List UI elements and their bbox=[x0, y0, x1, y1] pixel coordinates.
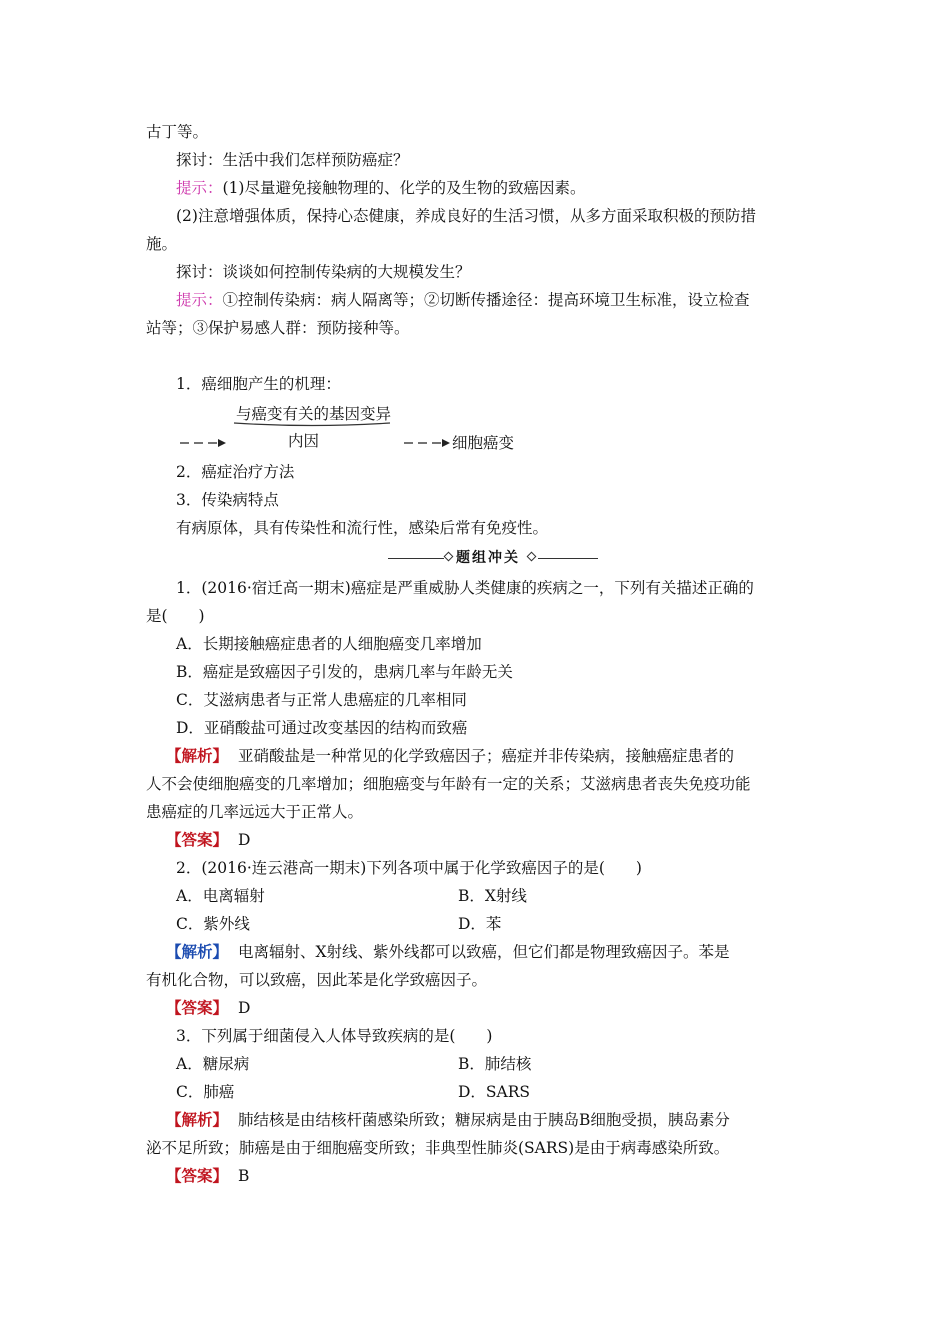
q2-answer-value: D bbox=[238, 999, 251, 1017]
q3-option-b: B．肺结核 bbox=[458, 1055, 532, 1073]
q3-analysis-line-a bbox=[166, 1110, 730, 1130]
summary-item-1: 1．癌细胞产生的机理： bbox=[176, 375, 341, 393]
section-banner bbox=[388, 548, 600, 568]
discussion-question-1: 探讨：生活中我们怎样预防癌症？ bbox=[176, 151, 409, 169]
banner-rule-left bbox=[388, 558, 444, 559]
arrow-left-head bbox=[218, 439, 226, 447]
q2-option-b: B．X射线 bbox=[458, 887, 527, 905]
q1-option-d: D．亚硝酸盐可通过改变基因的结构而致癌 bbox=[176, 719, 468, 737]
arrow-right-head bbox=[442, 439, 450, 447]
q2-analysis-text-a: 电离辐射、X射线、紫外线都可以致癌，但它们都是物理致癌因子。苯是 bbox=[238, 943, 730, 961]
hint-1-line-a bbox=[176, 178, 585, 198]
q1-analysis-line-c: 患癌症的几率远远大于正常人。 bbox=[146, 803, 364, 821]
hint-1-line-c: 施。 bbox=[146, 235, 178, 253]
q3-option-c: C．肺癌 bbox=[176, 1083, 235, 1101]
banner-diamond-left bbox=[444, 552, 454, 562]
q1-analysis-text-a: 亚硝酸盐是一种常见的化学致癌因子；癌症并非传染病，接触癌症患者的 bbox=[238, 747, 735, 765]
q3-answer-value: B bbox=[238, 1167, 250, 1185]
diagram-mid-label: 内因 bbox=[288, 432, 320, 450]
hint-2-line-b: 站等；③保护易感人群：预防接种等。 bbox=[146, 319, 410, 337]
section-title: 题组冲关 bbox=[456, 550, 520, 566]
q1-option-a: A．长期接触癌症患者的人细胞癌变几率增加 bbox=[176, 635, 482, 653]
q1-option-b: B．癌症是致癌因子引发的，患病几率与年龄无关 bbox=[176, 663, 513, 681]
q3-answer bbox=[166, 1166, 249, 1186]
summary-item-3-text: 有病原体，具有传染性和流行性，感染后常有免疫性。 bbox=[176, 519, 549, 537]
analysis-label: 【解析】 bbox=[166, 746, 229, 765]
q3-analysis-line-b: 泌不足所致；肺癌是由于细胞癌变所致；非典型性肺炎(SARS)是由于病毒感染所致。 bbox=[146, 1139, 730, 1157]
q2-stem: 2．(2016·连云港高一期末)下列各项中属于化学致癌因子的是( ) bbox=[176, 859, 642, 877]
q1-analysis-line-a bbox=[166, 746, 734, 766]
q1-stem-b: 是( ) bbox=[146, 607, 205, 625]
q2-answer bbox=[166, 998, 250, 1018]
answer-label: 【答案】 bbox=[166, 998, 229, 1017]
paragraph-continuation: 古丁等。 bbox=[146, 123, 209, 141]
hint-1-text-a: (1)尽量避免接触物理的、化学的及生物的致癌因素。 bbox=[222, 179, 586, 197]
q1-stem-a: 1．(2016·宿迁高一期末)癌症是严重威胁人类健康的疾病之一，下列有关描述正确的 bbox=[176, 579, 754, 597]
discussion-question-2: 探讨：谈谈如何控制传染病的大规模发生？ bbox=[176, 263, 471, 281]
q1-option-c: C．艾滋病患者与正常人患癌症的几率相同 bbox=[176, 691, 467, 709]
diagram-end-label: 细胞癌变 bbox=[452, 434, 515, 452]
diagram-top-label: 与癌变有关的基因变异 bbox=[236, 405, 392, 423]
analysis-label: 【解析】 bbox=[166, 1110, 229, 1129]
q2-option-c: C．紫外线 bbox=[176, 915, 250, 933]
q2-option-a: A．电离辐射 bbox=[176, 887, 265, 905]
banner-rule-right bbox=[538, 558, 598, 559]
q1-answer-value: D bbox=[238, 831, 251, 849]
answer-label: 【答案】 bbox=[166, 830, 229, 849]
q1-analysis-line-b: 人不会使细胞癌变的几率增加；细胞癌变与年龄有一定的关系；艾滋病患者丧失免疫功能 bbox=[146, 775, 751, 793]
q3-option-d: D．SARS bbox=[458, 1083, 531, 1101]
q2-analysis-line-a bbox=[166, 942, 730, 962]
q3-analysis-text-a: 肺结核是由结核杆菌感染所致；糖尿病是由于胰岛B细胞受损，胰岛素分 bbox=[238, 1111, 730, 1129]
hint-2-line-a bbox=[176, 290, 750, 310]
banner-diamond-right bbox=[527, 552, 537, 562]
summary-item-2: 2．癌症治疗方法 bbox=[176, 463, 295, 481]
hint-label: 提示： bbox=[176, 179, 223, 197]
q2-option-d: D．苯 bbox=[458, 915, 502, 933]
q3-option-a: A．糖尿病 bbox=[176, 1055, 250, 1073]
answer-label: 【答案】 bbox=[166, 1166, 229, 1185]
hint-label: 提示： bbox=[176, 291, 223, 309]
analysis-label: 【解析】 bbox=[166, 942, 229, 961]
hint-2-text-a: ①控制传染病：病人隔离等；②切断传播途径：提高环境卫生标准，设立检查 bbox=[222, 291, 750, 309]
hint-1-line-b: (2)注意增强体质，保持心态健康，养成良好的生活习惯，从多方面采取积极的预防措 bbox=[176, 207, 756, 225]
summary-item-3: 3．传染病特点 bbox=[176, 491, 279, 509]
q3-stem: 3．下列属于细菌侵入人体导致疾病的是( ) bbox=[176, 1027, 493, 1045]
q1-answer bbox=[166, 830, 250, 850]
q2-analysis-line-b: 有机化合物，可以致癌，因此苯是化学致癌因子。 bbox=[146, 971, 488, 989]
